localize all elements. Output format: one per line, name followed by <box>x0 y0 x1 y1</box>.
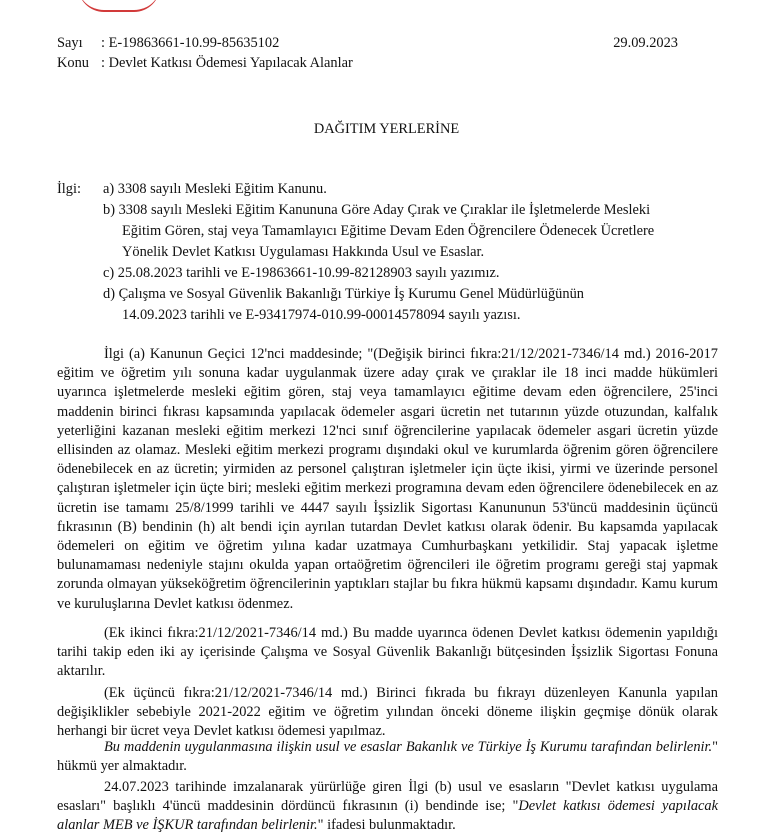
ref-b-line2: Eğitim Gören, staj veya Tamamlayıcı Eğitime Devam Eden Öğrencilere Ödenecek Ücretlere <box>122 223 655 239</box>
ref-d-line1: d) Çalışma ve Sosyal Güvenlik Bakanlığı Türkiye İş Kurumu Genel Müdürlüğünün <box>103 286 584 302</box>
ref-b-line3: Yönelik Devlet Katkısı Uygulaması Hakkında Usul ve Esaslar. <box>122 244 485 260</box>
paragraph-5-italic: Devlet katkısı ödemesi yapılacak alanlar MEB ve İŞKUR tarafından belirlenir. <box>57 798 718 834</box>
document-date: 29.09.2023 <box>613 35 678 51</box>
konu-label: Konu <box>57 55 89 71</box>
ref-a: a) 3308 sayılı Mesleki Eğitim Kanunu. <box>103 181 327 197</box>
sayi-row <box>57 33 279 53</box>
ref-c: c) 25.08.2023 tarihli ve E-19863661-10.99-82128903 sayılı yazımız. <box>103 265 500 281</box>
sayi-label: Sayı <box>57 35 83 51</box>
addressee-heading: DAĞITIM YERLERİNE <box>313 121 460 137</box>
logo-fragment <box>78 0 160 12</box>
konu-row <box>57 53 353 73</box>
sayi-value: : E-19863661-10.99-85635102 <box>101 35 280 51</box>
konu-value: : Devlet Katkısı Ödemesi Yapılacak Alanlar <box>101 55 353 71</box>
ilgi-label: İlgi: <box>57 181 81 197</box>
paragraph-5 <box>57 778 718 836</box>
paragraph-4 <box>57 738 718 776</box>
paragraph-4-italic: Bu maddenin uygulanmasına ilişkin usul ve esaslar Bakanlık ve Türkiye İş Kurumu tarafından belirlenir. <box>104 739 713 755</box>
paragraph-4-rest: " hükmü yer almaktadır. <box>57 739 718 775</box>
paragraph-1: İlgi (a) Kanunun Geçici 12'nci maddesinde; "(Değişik birinci fıkra:21/12/2021-7346/14 md.) 2016-2017 eğitim ve öğretim yılı sonuna kadar uygulanmak üzere aday çırak ve çıraklar ile 18 inci madde hükümleri uyarınca işletmelerde mesleki eğitim gören, staj veya tamamlayıcı eğitime devam eden öğrencilere, 25'inci maddenin birinci fıkrası kapsamında yapılacak ödemeler asgari ücretin net tutarının yüzde otuzundan, kalfalık yeterliğini kazanan mesleki eğitim merkezi 12'nci sınıf öğrencilerine yapılacak ödemeler asgari ücretin yüzde ellisinden az olamaz. Mesleki eğitim merkezi programı dışındaki okul ve kurumlarda öğrenim gören öğrencilere ödenebilecek en az ücretin; yirmiden az personel çalıştıran işletmeler için üçte ikisi, yirmi ve üzerinde personel çalıştıran işletmeler için üçte biri; mesleki eğitim merkezi programına devam eden öğrencilere ödenebilecek en az ücretin ise tamamı 25/8/1999 tarihli ve 4447 sayılı İşsizlik Sigortası Kanununun 53'üncü maddesinin üçüncü fıkrasının (B) bendinin (h) alt bendi için ayrılan tutardan Devlet katkısı olarak ödenir. Bu kapsamda yapılacak ödemeleri on eğitim ve öğretim yılına kadar uzatmaya Cumhurbaşkanı yetkilidir. Staj yapacak işletme bulunamaması nedeniyle stajını okulda yapan ortaöğretim öğrencileri ile öğretim programı gereği staj yapmak zorunda olmayan yükseköğretim öğrencilerinin yaptıkları stajlar bu fıkra hükmü kapsamı dışındadır. Kamu kurum ve kuruluşlarına Devlet katkısı ödenmez. <box>57 346 718 612</box>
ref-d-line2: 14.09.2023 tarihli ve E-93417974-010.99-00014578094 sayılı yazısı. <box>122 307 521 323</box>
paragraph-2: (Ek ikinci fıkra:21/12/2021-7346/14 md.) Bu madde uyarınca ödenen Devlet katkısı ödemenin yapıldığı tarihi takip eden iki ay içerisinde Çalışma ve Sosyal Güvenlik Bakanlığı bütçesinden İşsizlik Sigortası Fonuna aktarılır. <box>57 625 718 680</box>
paragraph-5-end: " ifadesi bulunmaktadır. <box>317 817 456 834</box>
paragraph-3: (Ek üçüncü fıkra:21/12/2021-7346/14 md.) Birinci fıkrada bu fıkrayı düzenleyen Kanunla yapılan değişiklikler sebebiyle 2021-2022 eğitim ve öğretim yılından önceki döneme ilişkin geçmişe dönük olarak herhangi bir ücret veya Devlet katkısı ödemesi yapılmaz. <box>57 685 718 740</box>
ref-b-line1: b) 3308 sayılı Mesleki Eğitim Kanununa Göre Aday Çırak ve Çıraklar ile İşletmelerde Mesleki <box>103 202 651 218</box>
paragraph-5-start: 24.07.2023 tarihinde imzalanarak yürürlüğe giren İlgi (b) usul ve esasların "Devlet katkısı uygulama esasları" başlıklı 4'üncü maddesinin dördüncü fıkrasının (i) bendinde ise; " <box>57 779 718 815</box>
